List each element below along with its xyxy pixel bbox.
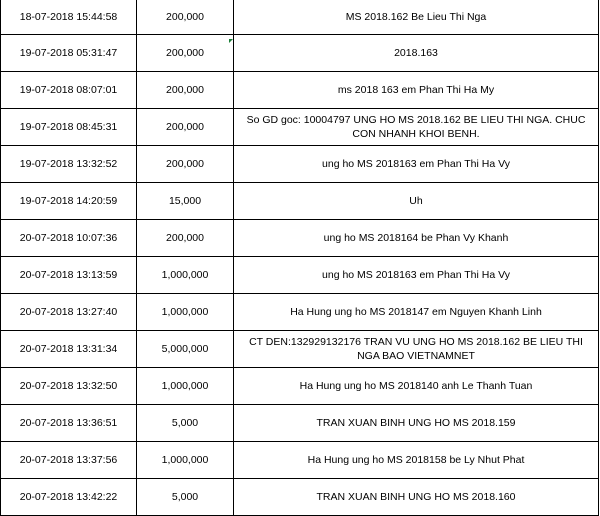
table-row <box>1 368 599 405</box>
table-row <box>1 442 599 479</box>
table-row <box>1 405 599 442</box>
cell-note-marker <box>229 39 233 43</box>
amount-cell[interactable]: 1,000,000 <box>137 368 234 405</box>
amount-cell[interactable]: 200,000 <box>137 0 234 35</box>
description-cell[interactable]: Ha Hung ung ho MS 2018158 be Ly Nhut Phat <box>234 442 599 479</box>
date-cell[interactable]: 20-07-2018 13:27:40 <box>1 294 137 331</box>
date-cell[interactable]: 19-07-2018 05:31:47 <box>1 35 137 72</box>
amount-cell[interactable]: 5,000,000 <box>137 331 234 368</box>
amount-cell[interactable]: 5,000 <box>137 405 234 442</box>
description-cell[interactable]: Uh <box>234 183 599 220</box>
description-cell[interactable]: MS 2018.162 Be Lieu Thi Nga <box>234 0 599 35</box>
amount-cell[interactable]: 200,000 <box>137 220 234 257</box>
description-cell[interactable]: So GD goc: 10004797 UNG HO MS 2018.162 BE LIEU THI NGA. CHUC CON NHANH KHOI BENH. <box>234 109 599 146</box>
table-row <box>1 72 599 109</box>
date-cell[interactable]: 19-07-2018 14:20:59 <box>1 183 137 220</box>
date-cell[interactable]: 19-07-2018 08:45:31 <box>1 109 137 146</box>
table-row <box>1 109 599 146</box>
description-cell[interactable]: Ha Hung ung ho MS 2018140 anh Le Thanh Tuan <box>234 368 599 405</box>
date-cell[interactable]: 20-07-2018 13:37:56 <box>1 442 137 479</box>
description-cell[interactable]: CT DEN:132929132176 TRAN VU UNG HO MS 2018.162 BE LIEU THI NGA BAO VIETNAMNET <box>234 331 599 368</box>
description-cell[interactable]: ung ho MS 2018164 be Phan Vy Khanh <box>234 220 599 257</box>
table-row <box>1 146 599 183</box>
date-cell[interactable]: 19-07-2018 08:07:01 <box>1 72 137 109</box>
table-row <box>1 220 599 257</box>
amount-cell[interactable]: 200,000 <box>137 109 234 146</box>
amount-cell[interactable]: 1,000,000 <box>137 294 234 331</box>
table-row <box>1 0 599 35</box>
date-cell[interactable]: 20-07-2018 13:36:51 <box>1 405 137 442</box>
table-row <box>1 294 599 331</box>
amount-cell[interactable]: 200,000 <box>137 72 234 109</box>
description-cell[interactable]: ung ho MS 2018163 em Phan Thi Ha Vy <box>234 146 599 183</box>
date-cell[interactable]: 20-07-2018 13:32:50 <box>1 368 137 405</box>
date-cell[interactable]: 19-07-2018 13:32:52 <box>1 146 137 183</box>
date-cell[interactable]: 20-07-2018 10:07:36 <box>1 220 137 257</box>
description-cell[interactable]: TRAN XUAN BINH UNG HO MS 2018.159 <box>234 405 599 442</box>
amount-cell[interactable]: 200,000 <box>137 35 234 72</box>
amount-cell[interactable]: 200,000 <box>137 146 234 183</box>
amount-cell[interactable]: 1,000,000 <box>137 442 234 479</box>
amount-cell[interactable]: 5,000 <box>137 479 234 516</box>
description-cell[interactable]: 2018.163 <box>234 35 599 72</box>
amount-cell[interactable]: 1,000,000 <box>137 257 234 294</box>
date-cell[interactable]: 20-07-2018 13:42:22 <box>1 479 137 516</box>
description-cell[interactable]: Ha Hung ung ho MS 2018147 em Nguyen Khanh Linh <box>234 294 599 331</box>
table-row <box>1 479 599 516</box>
description-cell[interactable]: TRAN XUAN BINH UNG HO MS 2018.160 <box>234 479 599 516</box>
date-cell[interactable]: 20-07-2018 13:31:34 <box>1 331 137 368</box>
table-row <box>1 35 599 72</box>
date-cell[interactable]: 18-07-2018 15:44:58 <box>1 0 137 35</box>
amount-cell[interactable]: 15,000 <box>137 183 234 220</box>
table-row <box>1 183 599 220</box>
date-cell[interactable]: 20-07-2018 13:13:59 <box>1 257 137 294</box>
table-row <box>1 331 599 368</box>
table-row <box>1 257 599 294</box>
description-cell[interactable]: ms 2018 163 em Phan Thi Ha My <box>234 72 599 109</box>
description-cell[interactable]: ung ho MS 2018163 em Phan Thi Ha Vy <box>234 257 599 294</box>
